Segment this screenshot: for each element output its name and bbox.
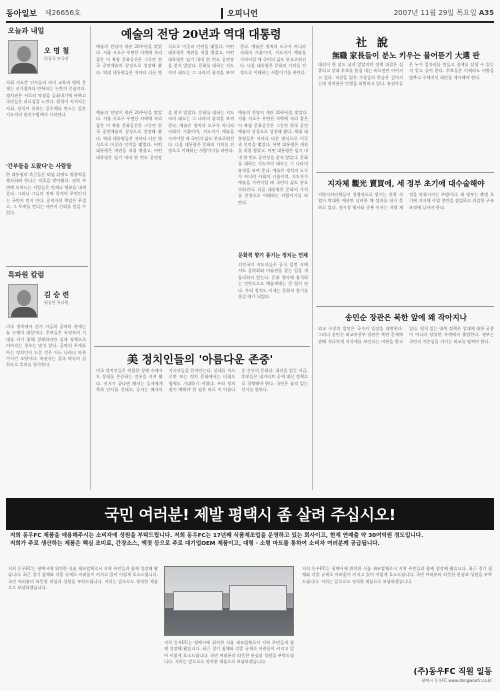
- building-shape: [173, 591, 223, 611]
- column2-byline: [44, 290, 69, 306]
- face-shape: [17, 46, 31, 62]
- second-article-headline: 美 정치인들의 '아름다운 존중': [126, 353, 274, 366]
- divider: [6, 266, 88, 267]
- masthead-rule: [6, 21, 494, 23]
- column-divider: [90, 26, 91, 490]
- main-article-box-body: 선진국의 지도자들은 공식 일정 속에서도 음악회와 미술관을 찾는 일을 게을리하지 않는다. 문화 행사에 참석하는 것만으로도 예술계에는 큰 힘이 된다. 우리 정치도 이제는 문화적 향기를 풍길 때가 되었다.: [238, 262, 308, 300]
- ad-url: 평택시 동우FC www.dongwoofc.co.kr: [421, 678, 492, 683]
- shoulders-shape: [11, 63, 37, 74]
- building-shape: [229, 585, 287, 611]
- author-photo: [8, 40, 38, 74]
- masthead: [6, 6, 494, 20]
- main-article-headline: 예술의 전당 20년과 역대 대통령: [121, 27, 281, 41]
- main-article-box: [238, 110, 308, 342]
- newspaper-logo: 동아일보: [6, 8, 37, 18]
- editorial-label: 社 說: [356, 36, 391, 49]
- column-body: 사회 지도층 인사들의 자녀 교육과 병역 문제는 선거철마다 반복되는 논란의 중심이다. 정치권은 서로의 약점을 들춰내기에 바쁘고 국민들은 피로감을 느낀다. 원칙이 지켜지는 사회, 상식이 통하는 공동체를 만드는 일은 지도자의 솔선수범에서 시작된다.: [6, 80, 86, 118]
- editorial-headline-2: 지자체 觀光 賣買에, 세 정부 초기에 대수술해야: [327, 179, 485, 188]
- ad-subtitle-2: 저희가 주로 생산하는 제품은 핵심 조미료, 간장소스, 액젓 등으로 주로 대기업OEM 제품이고, 대형 · 소형 마트를 통하여 소비자 여러분께 공급됩니다.: [10, 540, 380, 547]
- main-article-body: 예술의 전당이 개관 20주년을 맞았다. 서울 서초구 우면산 자락에 자리 잡은 이 복합 문화공간은 그동안 한국 공연예술의 상징으로 성장해 왔다. 역대 대통령들은 저마다 다른 방식으로 이곳과 인연을 맺었다. 어떤 대통령은 개관을 직접 챙겼고, 어떤 대통령은 임기 내내 한 번도 공연장을 찾지 않았다. 문화를 대하는 지도자의 태도는 그 나라의 품격을 보여 준다. 예술은 정치의 도구가 아니라 사회의 거울이며, 지도자가 예술을 가까이할 때 국민의 삶도 풍요로워진다. 다음 대통령은 문화의 가치를 진정으로 이해하는 사람이기를 바란다.: [96, 44, 306, 75]
- editorial-body-1: 대선이 한 달도 남지 않았지만 정책 대결은 실종되고 상대 후보를 흠집 내는 폭로전만 이어지고 있다. 직장을 잃은 가장들의 한숨은 깊어지는데 정치권은 민생을 외면하고 있다. 유권자들은 누가 일자리를 만들고 경제를 살릴 수 있는지 알고 싶어 한다. 후보들은 이제라도 비방을 멈추고 구체적인 대안을 제시해야 한다.: [318, 62, 494, 87]
- column-body-2: 한 대통령의 측근들은 퇴임 뒤에도 영향력을 행사하려 한다는 의혹을 받아왔다. 권력 주변에 모여드는 사람들은 언제나 명분을 내세운다. 그러나 그들의 진짜 목적이 무엇인지는 국민이 먼저 안다. 공직자의 책임은 무겁고, 그 무게를 견디는 자만이 신뢰를 얻을 수 있다.: [6, 172, 86, 216]
- section-title: 오피니언: [221, 8, 258, 19]
- ad-signature: (주)동우FC 직원 일동: [413, 667, 492, 676]
- issue-number: 제26656호: [44, 9, 81, 17]
- editorial-headline-1: 無職 家長들이 분노 키우는 물어뜯기 大選 판: [332, 51, 480, 60]
- column2-body: 미국 정치에서 선거 자금과 공약의 관계는 늘 논쟁의 대상이다. 후보들은 유권자의 기대를 사기 위해 경쟁하지만 실제 정책으로 이어지는 경우는 많지 않다. 공약의 무게를 아는 정치인이 드문 것은 어느 나라나 마찬가지인 모양이다. 유권자는 결국 약속의 실천으로 후보를 평가한다.: [6, 324, 86, 368]
- main-article-box-heading: 문화적 향기 풍기는 정치는 언제: [238, 253, 308, 259]
- column2-author-name: 김 승 련: [44, 290, 70, 299]
- divider: [316, 306, 494, 307]
- main-article-body-continued: 예술의 전당이 개관 20주년을 맞았다. 서울 서초구 우면산 자락에 자리 잡은 이 복합 문화공간은 그동안 한국 공연예술의 상징으로 성장해 왔다. 역대 대통령들은 저마다 다른 방식으로 이곳과 인연을 맺었다. 어떤 대통령은 개관을 직접 챙겼고, 어떤 대통령은 임기 내내 한 번도 공연장을 찾지 않았다. 문화를 대하는 지도자의 태도는 그 나라의 품격을 보여 준다. 예술은 정치의 도구가 아니라 사회의 거울이며, 지도자가 예술을 가까이할 때 국민의 삶도 풍요로워진다. 다음 대통령은 문화의 가치를 진정으로 이해하는 사람이기를 바란다.: [96, 110, 234, 160]
- editorial-headline-3: 송민순 장관은 북한 앞에 왜 작아지나: [345, 313, 467, 322]
- ad-body-left: 저희 동우FC는 평택시에 위치한 식품 제조업체로서 지역 주민들과 함께 성장해 왔습니다. 최근 경기 침체와 각종 규제로 어려움이 커지고 있어 이렇게 호소드립니다. 국민 여러분의 따뜻한 관심과 성원을 부탁드립니다. 저희는 앞으로도 정직한 제품으로 보답하겠습니다.: [8, 566, 158, 591]
- column2-heading: 특파원 칼럼: [8, 271, 45, 279]
- ad-body-center: 저희 동우FC는 평택시에 위치한 식품 제조업체로서 지역 주민들과 함께 성장해 왔습니다. 최근 경기 침체와 각종 규제로 어려움이 커지고 있어 이렇게 호소드립니다. 국민 여러분의 따뜻한 관심과 성원을 부탁드립니다. 저희는 앞으로도 정직한 제품으로 보답하겠습니다.: [164, 640, 294, 665]
- ad-banner: 국민 여러분! 제발 평택시 좀 살려 주십시오!: [6, 498, 494, 530]
- column2-author-title: 워싱턴 특파원: [44, 300, 69, 305]
- ad-body-right: 저희 동우FC는 평택시에 위치한 식품 제조업체로서 지역 주민들과 함께 성장해 왔습니다. 최근 경기 침체와 각종 규제로 어려움이 커지고 있어 이렇게 호소드립니다. 국민 여러분의 따뜻한 관심과 성원을 부탁드립니다. 저희는 앞으로도 정직한 제품으로 보답하겠습니다.: [302, 566, 492, 584]
- column-subheading: '간부들을 도왔다'는 사람들: [6, 164, 72, 170]
- author-title: 편집국 부국장: [44, 56, 69, 61]
- divider: [316, 172, 494, 173]
- factory-photo: [164, 566, 294, 636]
- column-divider: [312, 26, 313, 490]
- column2-author-photo: [8, 284, 38, 318]
- divider: [94, 346, 310, 347]
- ad-subtitle: [10, 533, 490, 548]
- author-name: 오 명 철: [44, 46, 70, 55]
- editorial-body-3: 외교 수장의 발언은 국가의 입장을 대변한다. 그러나 송민순 외교통상부 장관은 북한 문제에 관해 지나치게 저자세를 보인다는 비판을 받고 있다. 원칙 있는 대북 정책은 상대에 대한 굴종이 아니라 당당한 자세에서 출발한다. 정부는 국민의 자존심을 지키는 외교를 펼쳐야 한다.: [318, 326, 494, 344]
- issue-date: 2007년 11월 29일 목요일 A35: [393, 9, 494, 17]
- main-article-body-right: 예술의 전당이 개관 20주년을 맞았다. 서울 서초구 우면산 자락에 자리 잡은 이 복합 문화공간은 그동안 한국 공연예술의 상징으로 성장해 왔다. 역대 대통령들은 저마다 다른 방식으로 이곳과 인연을 맺었다. 어떤 대통령은 개관을 직접 챙겼고, 어떤 대통령은 임기 내내 한 번도 공연장을 찾지 않았다. 문화를 대하는 지도자의 태도는 그 나라의 품격을 보여 준다. 예술은 정치의 도구가 아니라 사회의 거울이며, 지도자가 예술을 가까이할 때 국민의 삶도 풍요로워진다. 다음 대통령은 문화의 가치를 진정으로 이해하는 사람이기를 바란다.: [238, 110, 308, 205]
- author-byline: [44, 46, 69, 62]
- editorial-body-2: 지방자치단체들이 경쟁적으로 벌이는 관광 사업이 막대한 예산만 낭비한 채 성과를 내지 못하고 있다. 전시성 행사와 중복 투자는 지방 재정을 악화시키는 주범이다. 새 정부는 출범 초기에 지자체 사업 전반을 점검하고 과감한 구조조정에 나서야 한다.: [318, 192, 494, 210]
- face-shape: [17, 290, 31, 306]
- column-heading: 오늘과 내일: [8, 27, 45, 35]
- second-article-body: 미국 정치인들은 치열한 경쟁 속에서도 상대를 존중하는 전통을 지켜 왔다. 선거가 끝나면 패자는 승자에게 축하 인사를 건네고, 승자는 패자의 지지자들을 끌어안는다. 상대를 적으로만 보는 정치 문화에서는 타협도 협력도 기대하기 어렵다. 우리 정치권이 배워야 할 점은 바로 이 아름다운 존중의 문화다. 대선을 앞둔 지금, 후보들은 네거티브 공세 대신 정책으로 경쟁해야 한다. 국민은 품격 있는 선거를 원한다.: [96, 368, 308, 393]
- shoulders-shape: [11, 307, 37, 318]
- ad-subtitle-1: 저희 동우FC 제품을 애용해주시는 소비자에 성원을 부탁드립니다. 저희 동우FC는 17년째 식품제조업을 운영하고 있는 회사이고, 현재 연매출 약 30여억원 정도입니다.: [10, 533, 424, 539]
